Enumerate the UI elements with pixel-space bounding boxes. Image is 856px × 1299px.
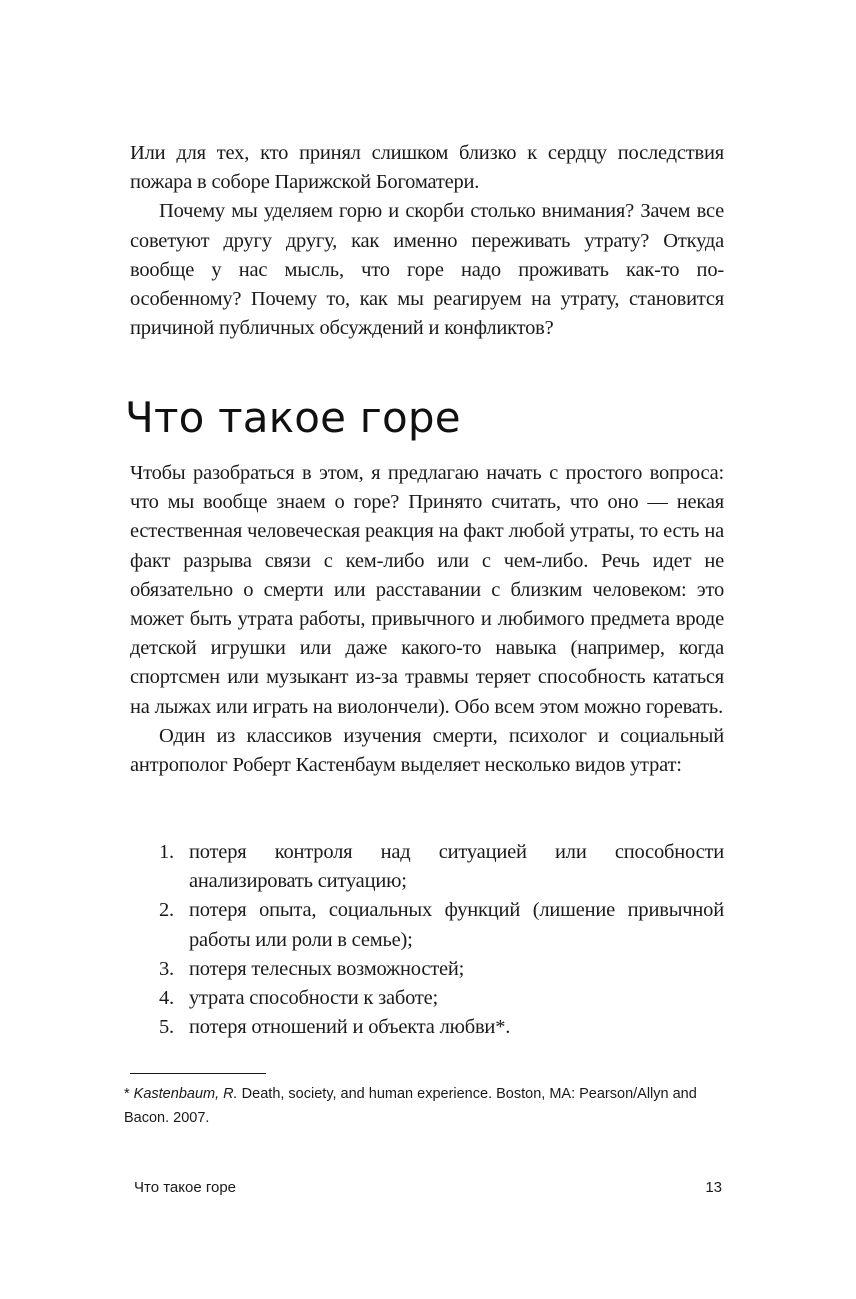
intro-text xyxy=(130,139,724,343)
footnote xyxy=(124,1082,724,1130)
list-item-text: потеря отношений и объекта любви*. xyxy=(189,1016,511,1039)
list-item-text: утрата способности к заботе; xyxy=(189,987,439,1010)
list-item xyxy=(130,838,724,896)
list-item-number: 1. xyxy=(159,841,174,863)
section-body xyxy=(130,459,724,780)
intro-paragraph-1: Или для тех, кто принял слишком близко к сердцу последствия пожара в соборе Парижской Богоматери. xyxy=(130,142,724,194)
list-item-text: потеря контроля над ситуацией или способности анализировать ситуацию; xyxy=(189,841,724,893)
list-item xyxy=(130,955,724,984)
section-paragraph-1: Чтобы разобраться в этом, я предлагаю начать с простого вопроса: что мы вообще знаем о горе? Принято считать, что оно — некая естественная человеческая реакция на факт любой утраты, то есть на факт разрыва связи с кем-либо или с чем-либо. Речь идет не обязательно о смерти или расставании с близким человеком: это может быть утрата работы, привычного и любимого предмета вроде детской игрушки или даже какого-то навыка (например, когда спортсмен или музыкант из-за травмы теряет способность кататься на лыжах или играть на виолончели). Обо всем этом можно горевать. xyxy=(130,462,724,718)
running-title: Что такое горе xyxy=(134,1179,237,1196)
loss-types-list xyxy=(130,838,724,1042)
footnote-separator xyxy=(130,1073,266,1074)
footnote-marker: * xyxy=(124,1086,134,1102)
footnote-citation: Death, society, and human experience. Boston, MA: Pearson/Allyn and Bacon. 2007. xyxy=(124,1086,697,1126)
page-number: 13 xyxy=(705,1179,722,1196)
list-item xyxy=(130,1013,724,1042)
section-heading: Что такое горе xyxy=(125,393,461,442)
list-item-number: 3. xyxy=(159,957,174,980)
list-item xyxy=(130,984,724,1013)
list-item-text: потеря телесных возможностей; xyxy=(189,957,465,980)
footnote-author: Kastenbaum, R. xyxy=(133,1086,238,1102)
section-paragraph-2: Один из классиков изучения смерти, психолог и социальный антрополог Роберт Кастенбаум выделяет несколько видов утрат: xyxy=(130,724,724,777)
intro-paragraph-2: Почему мы уделяем горю и скорби столько внимания? Зачем все советуют другу другу, как именно переживать утрату? Откуда вообще у нас мысль, что горе надо проживать как-то по-особенному? Почему то, как мы реагируем на утрату, становится причиной публичных обсуждений и конфликтов? xyxy=(130,200,724,340)
list-item-text: потеря опыта, социальных функций (лишение привычной работы или роли в семье); xyxy=(189,899,724,951)
list-item-number: 2. xyxy=(159,899,174,922)
list-item-number: 4. xyxy=(159,987,174,1010)
list-item xyxy=(130,896,724,954)
list-item-number: 5. xyxy=(159,1016,174,1039)
